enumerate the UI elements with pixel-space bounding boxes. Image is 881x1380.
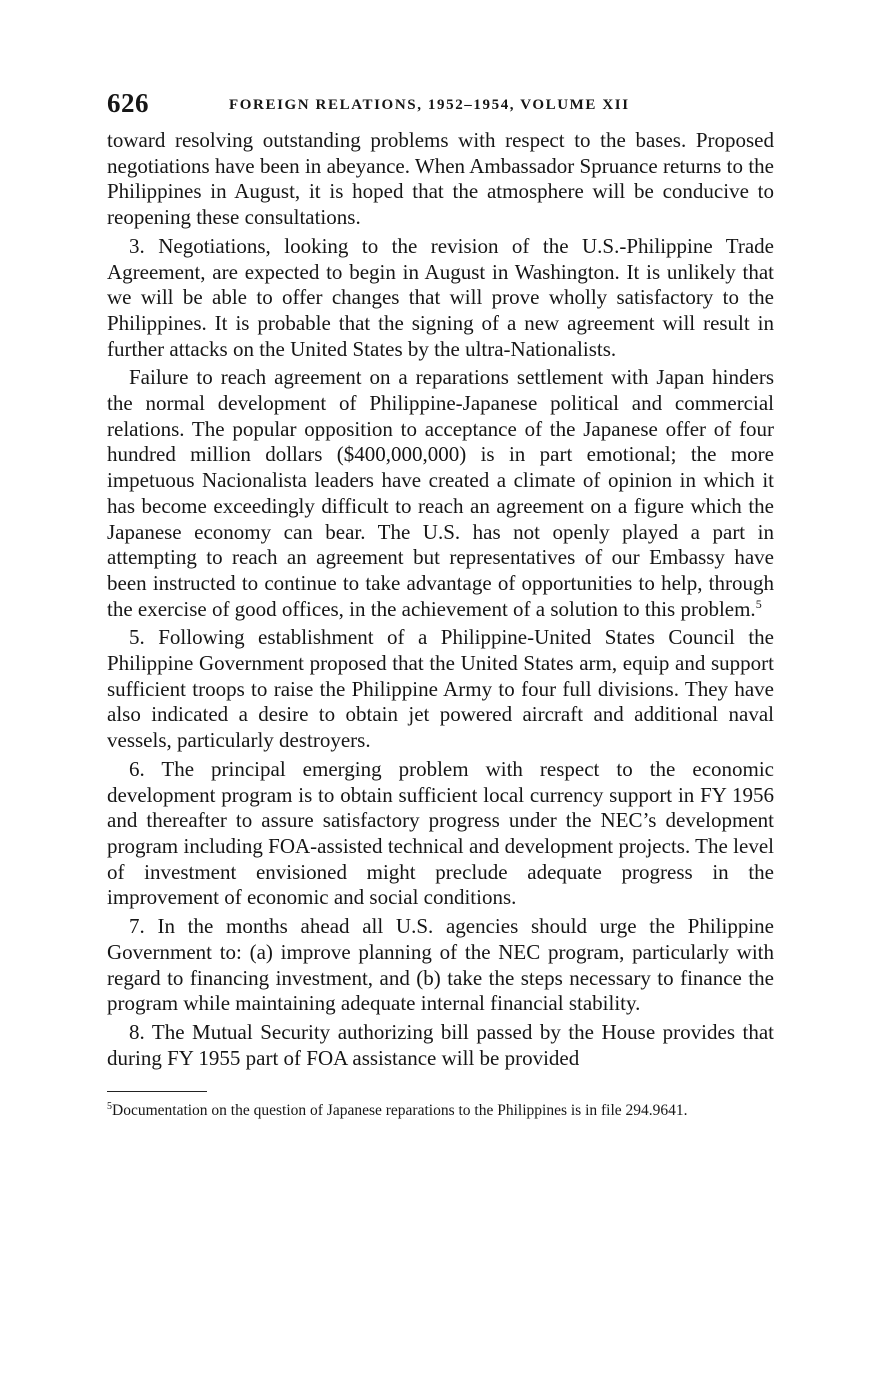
page-header bbox=[107, 88, 774, 128]
footnote-divider bbox=[107, 1091, 207, 1092]
paragraph-item-5 bbox=[107, 625, 774, 754]
paragraph-text: toward resolving outstanding problems with respect to the bases. Proposed negotiations have been in abeyance. When Ambassador Spruance returns to the Philippines in August, it is hoped that the atmosphere will be conducive to reopening these consultations. bbox=[107, 128, 774, 230]
footnote bbox=[107, 1101, 774, 1120]
paragraph-text: 3. Negotiations, looking to the revision of the U.S.-Philippine Trade Agreement, are expected to begin in August in Washington. It is unlikely that we will be able to offer changes that will prove wholly satisfactory to the Philippines. It is probable that the signing of a new agreement will result in further attacks on the United States by the ultra-Nationalists. bbox=[107, 233, 774, 361]
paragraph-text: 7. In the months ahead all U.S. agencies should urge the Philippine Government to: (a) improve planning of the NEC program, particularly with regard to financing investment, and (b) take the steps necessary to finance the program while maintaining adequate internal financial stability. bbox=[107, 914, 774, 1016]
paragraph-item-8 bbox=[107, 1020, 774, 1071]
body-text bbox=[107, 128, 774, 1071]
paragraph-continuation bbox=[107, 128, 774, 231]
page-number: 626 bbox=[107, 88, 149, 118]
paragraph-text: 6. The principal emerging problem with respect to the economic development program is to obtain sufficient local currency support in FY 1956 and thereafter to assure satisfactory progress under the NEC’s development program including FOA-assisted technical and development projects. The level of investment envisioned might preclude adequate progress in the improvement of economic and social conditions. bbox=[107, 756, 774, 910]
paragraph-text: 8. The Mutual Security authorizing bill passed by the House provides that during FY 1955 part of FOA assistance will be provided bbox=[107, 1019, 774, 1070]
paragraph-item-3 bbox=[107, 234, 774, 363]
document-page bbox=[107, 88, 774, 1120]
paragraph-text: 5. Following establishment of a Philippine-United States Council the Philippine Government proposed that the United States arm, equip and support sufficient troops to raise the Philippine Army to four full divisions. They have also indicated a desire to obtain jet powered aircraft and additional naval vessels, particularly destroyers. bbox=[107, 625, 774, 753]
footnote-text: Documentation on the question of Japanese reparations to the Philippines is in file 294.9641. bbox=[112, 1102, 688, 1120]
paragraph-reparations bbox=[107, 365, 774, 622]
paragraph-item-7 bbox=[107, 914, 774, 1017]
footnote-marker: 5 bbox=[107, 1101, 112, 1113]
paragraph-item-6 bbox=[107, 757, 774, 911]
running-head: FOREIGN RELATIONS, 1952–1954, VOLUME XII bbox=[229, 97, 630, 113]
footnote-reference: 5 bbox=[755, 596, 762, 611]
paragraph-text: Failure to reach agreement on a reparations settlement with Japan hinders the normal development of Philippine-Japanese political and commercial relations. The popular opposition to acceptance of the Japanese offer of four hundred million dollars ($400,000,000) is in part emotional; the more impetuous Nacionalista leaders have created a climate of opinion in which it has become exceedingly difficult to reach an agreement on a figure which the Japanese economy can bear. The U.S. has not openly played a part in attempting to reach an agreement but representatives of our Embassy have been instructed to continue to take advantage of opportunities to help, through the exercise of good offices, in the achievement of a solution to this problem. bbox=[107, 365, 774, 621]
